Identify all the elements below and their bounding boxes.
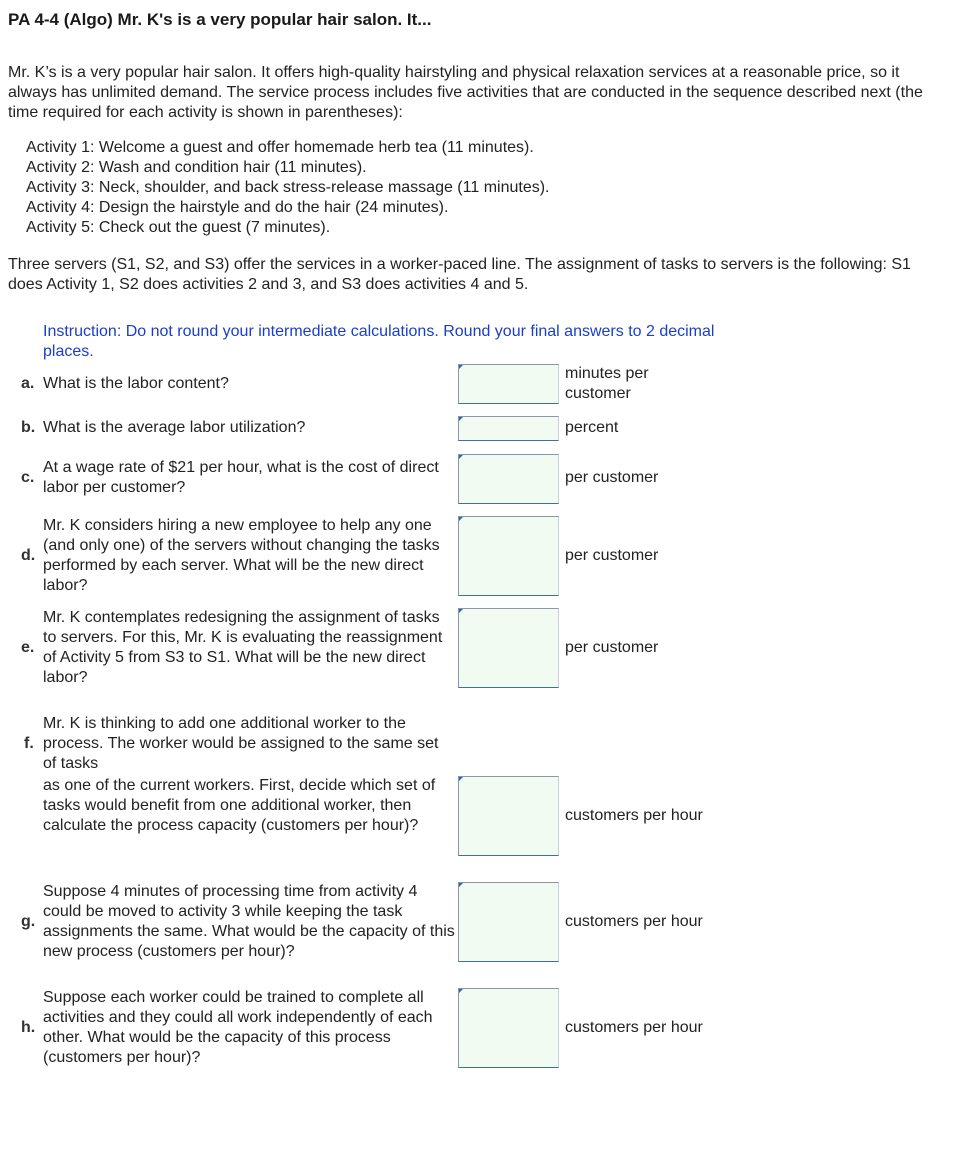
answer-a-unit: minutes per customer [565,365,649,402]
page-title: PA 4-4 (Algo) Mr. K's is a very popular hair salon. It... [8,10,432,29]
input-marker-icon [459,609,463,613]
activity-list [26,138,549,238]
input-marker-icon [459,777,463,781]
answer-h-unit: customers per hour [565,1019,703,1036]
input-marker-icon [459,989,463,993]
activity-item: Activity 2: Wash and condition hair (11 minutes). [26,159,367,176]
answer-f-unit: customers per hour [565,807,703,824]
answer-e-box[interactable] [458,608,559,688]
answer-e-unit: per customer [565,639,659,656]
input-marker-icon [459,455,463,459]
answer-a-input[interactable] [459,365,558,403]
question-d-text: Mr. K considers hiring a new employee to help any one (and only one) of the servers without changing the tasks performed by each server. What will be the new direct labor? [43,517,440,594]
question-h-label: h. [21,1019,36,1036]
question-f-text-continued: as one of the current workers. First, decide which set of tasks would benefit from one additional worker, then calculate the process capacity (customers per hour)? [43,777,436,834]
question-b-text: What is the average labor utilization? [43,419,306,436]
question-b-label: b. [21,419,36,436]
answer-a-box[interactable] [458,364,559,404]
answer-c-input[interactable] [459,455,558,503]
answer-g-box[interactable] [458,882,559,962]
answer-d-box[interactable] [458,516,559,596]
answer-d-unit: per customer [565,547,659,564]
answer-b-box[interactable] [458,416,559,441]
answer-b-unit: percent [565,419,619,436]
input-marker-icon [459,417,463,421]
answer-c-box[interactable] [458,454,559,504]
answer-h-box[interactable] [458,988,559,1068]
question-a-text: What is the labor content? [43,375,229,392]
answer-b-input[interactable] [459,417,558,440]
question-g-label: g. [21,913,36,930]
question-f-text: Mr. K is thinking to add one additional worker to the process. The worker would be assigned to the same set of tasks [43,715,439,772]
activity-item: Activity 5: Check out the guest (7 minutes). [26,219,331,236]
answer-h-input[interactable] [459,989,558,1067]
answer-g-unit: customers per hour [565,913,703,930]
instruction-text: Instruction: Do not round your intermediate calculations. Round your final answers to 2 decimal places. [43,323,715,360]
answer-f-box[interactable] [458,776,559,856]
question-c-label: c. [21,469,35,486]
input-marker-icon [459,883,463,887]
question-g-text: Suppose 4 minutes of processing time from activity 4 could be moved to activity 3 while keeping the task assignments the same. What would be the capacity of this new process (customers per hour)? [43,883,455,960]
answer-e-input[interactable] [459,609,558,687]
question-e-label: e. [21,639,35,656]
answer-d-input[interactable] [459,517,558,595]
question-h-text: Suppose each worker could be trained to complete all activities and they could all work independently of each other. What would be the capacity of this process (customers per hour)? [43,989,433,1066]
question-a-label: a. [21,375,35,392]
servers-paragraph: Three servers (S1, S2, and S3) offer the services in a worker-paced line. The assignment of tasks to servers is the following: S1 does Activity 1, S2 does activities 2 and 3, and S3 does activities 4 and 5. [8,256,911,293]
question-d-label: d. [21,547,36,564]
question-e-text: Mr. K contemplates redesigning the assignment of tasks to servers. For this, Mr. K is evaluating the reassignment of Activity 5 from S3 to S1. What will be the new direct labor? [43,609,443,686]
activity-item: Activity 1: Welcome a guest and offer homemade herb tea (11 minutes). [26,139,534,156]
input-marker-icon [459,365,463,369]
answer-c-unit: per customer [565,469,659,486]
activity-item: Activity 3: Neck, shoulder, and back stress-release massage (11 minutes). [26,179,550,196]
intro-paragraph: Mr. K’s is a very popular hair salon. It offers high-quality hairstyling and physical relaxation services at a reasonable price, so it always has unlimited demand. The service process includes five activities that are conducted in the sequence described next (the time required for each activity is shown in parentheses): [8,64,923,121]
input-marker-icon [459,517,463,521]
answer-f-input[interactable] [459,777,558,855]
answer-g-input[interactable] [459,883,558,961]
activity-item: Activity 4: Design the hairstyle and do the hair (24 minutes). [26,199,449,216]
question-c-text: At a wage rate of $21 per hour, what is the cost of direct labor per customer? [43,459,439,496]
question-f-label: f. [24,735,34,752]
